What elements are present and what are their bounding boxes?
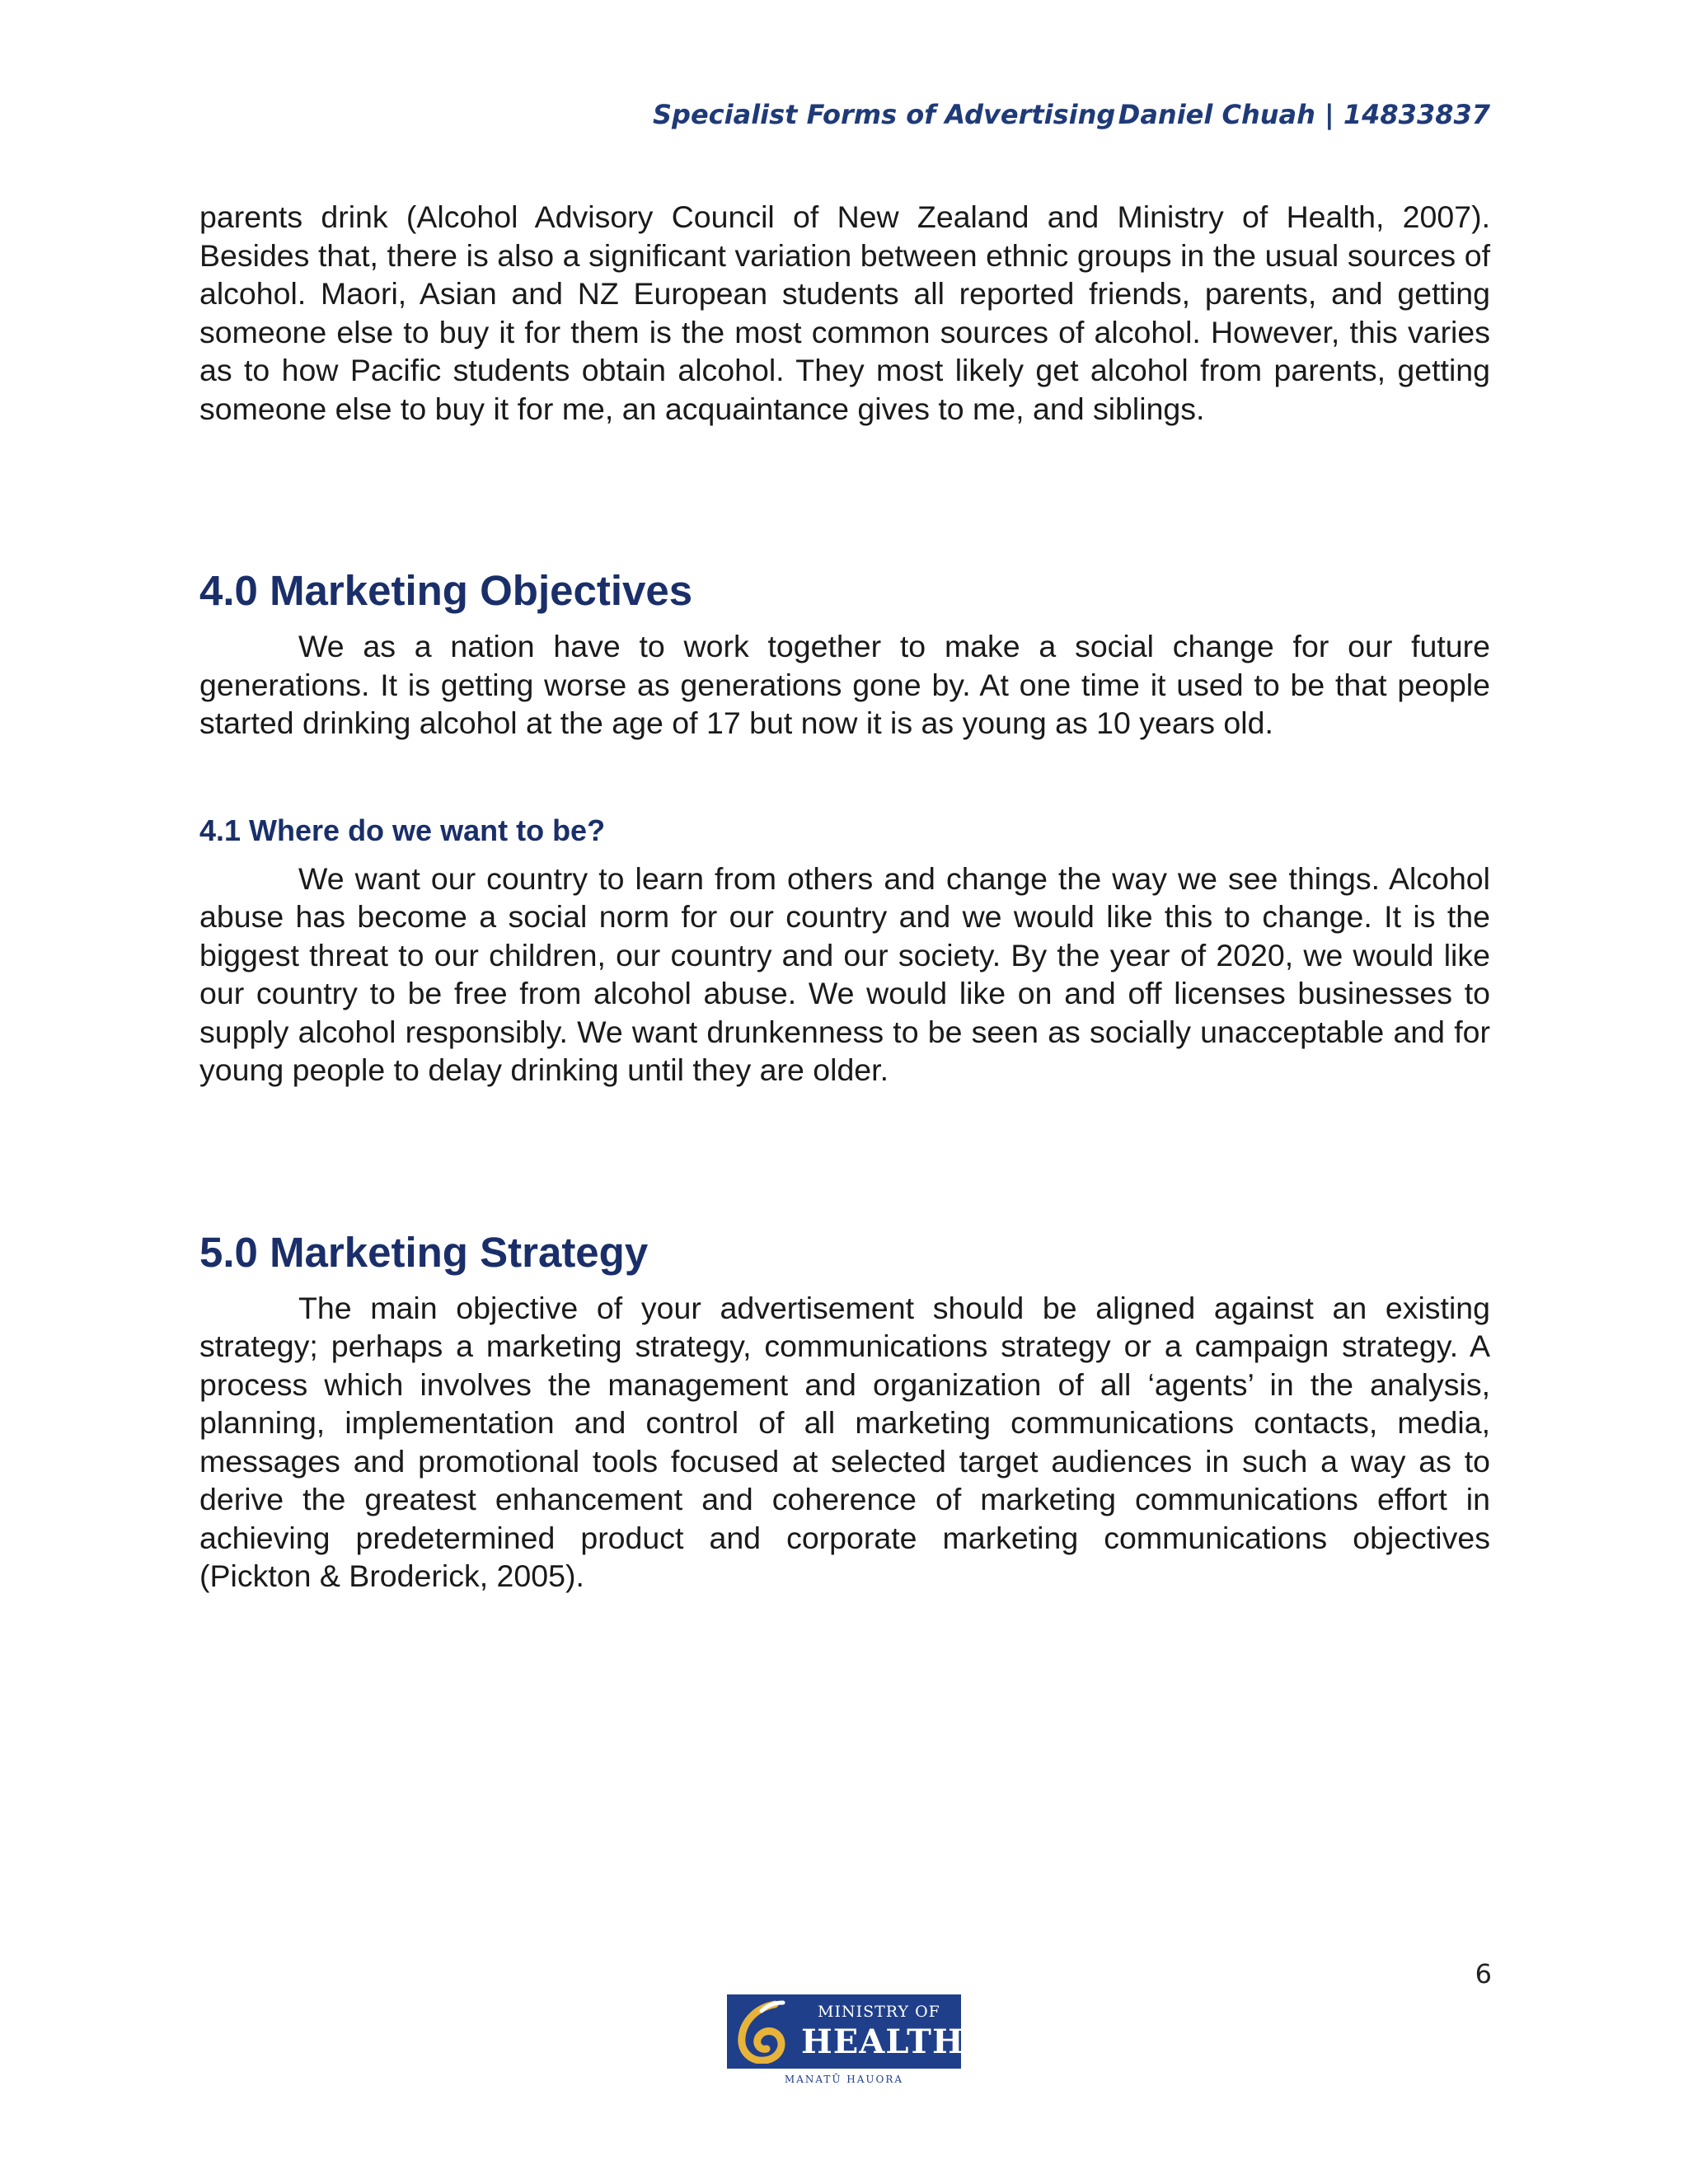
logo-swirl-icon: [732, 1999, 798, 2064]
logo-background: [727, 1994, 964, 2069]
intro-paragraph: parents drink (Alcohol Advisory Council of New Zealand and Ministry of Health, 2007). Besides that, there is also a significant variation between ethnic groups in the usual sources of alcohol. Maori, Asian and NZ European students all reported friends, parents, and getting someone else to buy it for them is the most common sources of alcohol. However, this varies as to how Pacific students obtain alcohol. They most likely get alcohol from parents, getting someone else to buy it for me, an acquaintance gives to me, and siblings.: [199, 199, 1490, 426]
page-content: [199, 198, 1490, 1596]
logo-line-1: MINISTRY OF: [818, 2003, 940, 2021]
section-heading-marketing-strategy: 5.0 Marketing Strategy: [199, 1228, 649, 1276]
header-author: Daniel Chuah | 14833837: [1118, 99, 1490, 130]
ministry-of-health-logo: [727, 1994, 964, 2092]
logo-line-2: HEALTH: [801, 2022, 964, 2061]
marketing-strategy-paragraph: The main objective of your advertisement should be aligned against an existing strategy; perhaps a marketing strategy, communications strategy or a campaign strategy. A process which involves the management and organization of all ‘agents’ in the analysis, planning, implementation and control of all marketing communications contacts, media, messages and promotional tools focused at selected target audiences in such a way as to derive the greatest enhancement and coherence of marketing communications effort in achieving predetermined product and corporate marketing communications objectives (Pickton & Broderick, 2005).: [199, 1290, 1490, 1593]
subsection-heading-where-do-we-want-to-be: 4.1 Where do we want to be?: [199, 813, 606, 847]
marketing-objectives-paragraph: We as a nation have to work together to make a social change for our future generations. It is getting worse as generations gone by. At one time it used to be that people started drinking alcohol at the age of 17 but now it is as young as 10 years old.: [199, 629, 1490, 740]
page-header: [0, 92, 1688, 142]
logo-subtitle: MANATŪ HAUORA: [784, 2074, 904, 2085]
header-title: Specialist Forms of Advertising: [653, 99, 1116, 130]
page-number: 6: [1475, 1958, 1492, 1990]
where-do-we-want-to-be-paragraph: We want our country to learn from others and change the way we see things. Alcohol abuse has become a social norm for our country and we would like this to change. It is the biggest threat to our children, our country and our society. By the year of 2020, we would like our country to be free from alcohol abuse. We would like on and off licenses businesses to supply alcohol responsibly. We want drunkenness to be seen as socially unacceptable and for young people to delay drinking until they are older.: [199, 860, 1490, 1087]
section-heading-marketing-objectives: 4.0 Marketing Objectives: [199, 567, 693, 614]
